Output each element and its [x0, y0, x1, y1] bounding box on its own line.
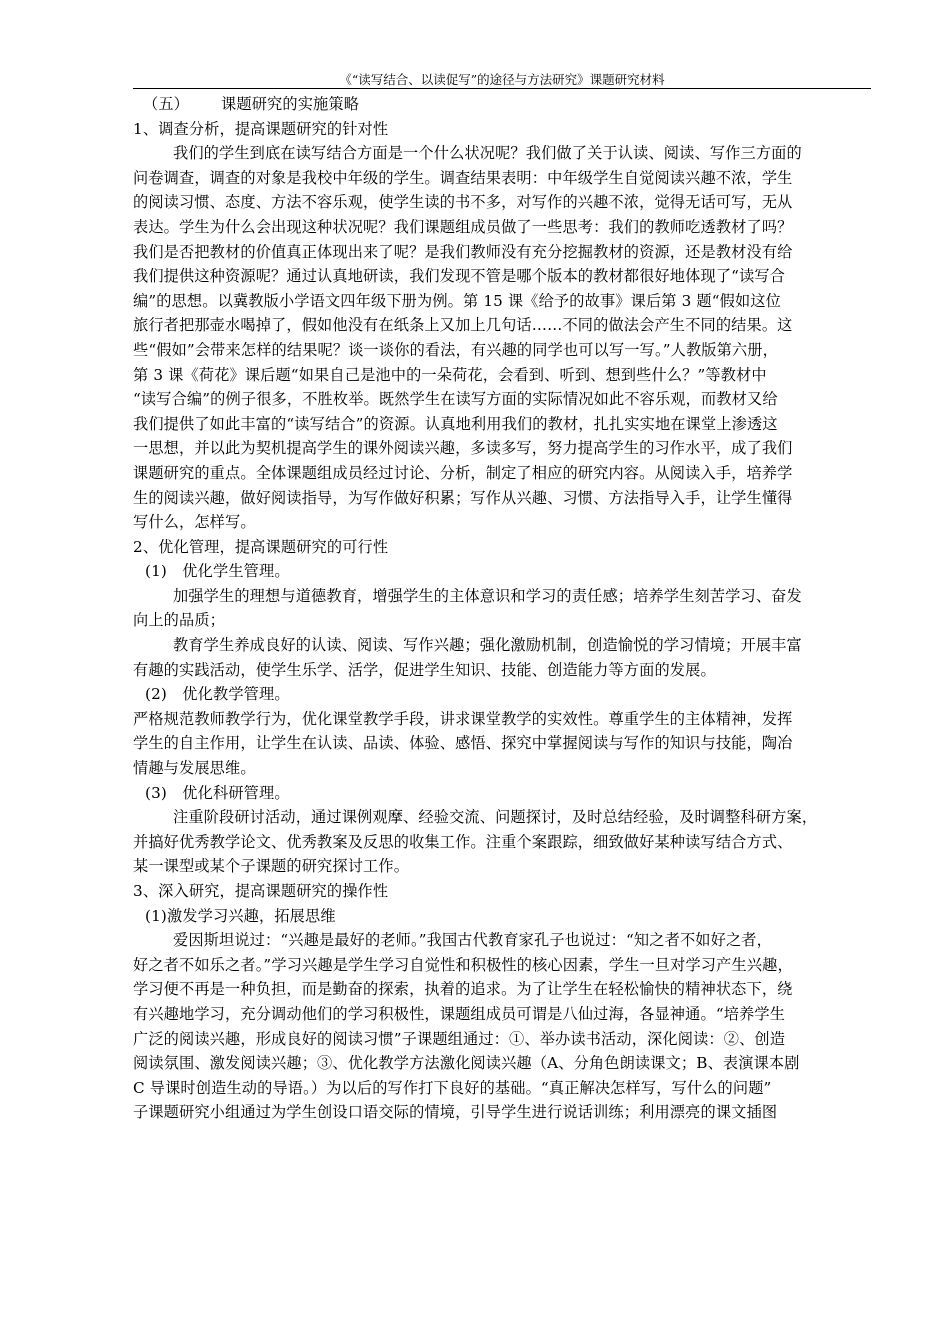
paragraph-line: C 导课时创造生动的导语。）为以后的写作打下良好的基础。“真正解决怎样写，写什么的问题”: [133, 1078, 772, 1097]
paragraph-line: 阅读氛围、激发阅读兴趣；③、优化教学方法激化阅读兴趣（A、分角色朗读课文；B、表演课本剧: [133, 1054, 800, 1073]
subsection-heading: 2、优化管理，提高课题研究的可行性: [133, 537, 389, 556]
paragraph-line: 课题研究的重点。全体课题组成员经过讨论、分析，制定了相应的研究内容。从阅读入手，培养学: [133, 463, 793, 482]
paragraph-line: 生的阅读兴趣，做好阅读指导，为写作做好积累；写作从兴趣、习惯、方法指导入手，让学生懂得: [133, 488, 793, 507]
paragraph-line: 学习便不再是一种负担，而是勤奋的探索，执着的追求。为了让学生在轻松愉快的精神状态下，绕: [133, 980, 793, 999]
section-number: （五）: [143, 95, 190, 113]
paragraph-line: 并搞好优秀教学论文、优秀教案及反思的收集工作。注重个案跟踪，细致做好某种读写结合方式、: [133, 832, 793, 851]
paragraph-first-line: 我们的学生到底在读写结合方面是一个什么状况呢？我们做了关于认读、阅读、写作三方面的: [173, 144, 802, 163]
paragraph-line: 我们是否把教材的价值真正体现出来了呢？是我们教师没有充分挖掘教材的资源，还是教材没有给: [133, 242, 793, 261]
paragraph-line: 学生的自主作用，让学生在认读、品读、体验、感悟、探究中掌握阅读与写作的知识与技能，陶冶: [133, 734, 793, 753]
paragraph-line: 问卷调查，调查的对象是我校中年级的学生。调查结果表明：中年级学生自觉阅读兴趣不浓，学生: [133, 168, 793, 187]
paragraph-line: 情趣与发展思维。: [133, 759, 256, 778]
paragraph-line: 第 3 课《荷花》课后题“如果自己是池中的一朵荷花，会看到、听到、想到些什么？”等教材中: [133, 365, 767, 384]
paragraph-first-line: 爱因斯坦说过：“兴趣是最好的老师。”我国古代教育家孔子也说过：“知之者不如好之者，: [173, 931, 772, 950]
paragraph-line: 旅行者把那壶水喝掉了，假如他没有在纸条上又加上几句话……不同的做法会产生不同的结果。这: [133, 316, 793, 335]
paragraph-line: 某一课型或某个子课题的研究探讨工作。: [133, 857, 410, 876]
paragraph-line: 好之者不如乐之者。”学习兴趣是学生学习自觉性和积极性的核心因素，学生一旦对学习产生兴趣，: [133, 955, 793, 974]
section-heading: [133, 92, 873, 117]
section-title: 课题研究的实施策略: [221, 95, 360, 113]
paragraph-line: 子课题研究小组通过为学生创设口语交际的情境，引导学生进行说话训练；利用漂亮的课文插图: [133, 1103, 778, 1122]
paragraph-first-line: 教育学生养成良好的认读、阅读、写作兴趣；强化激励机制，创造愉悦的学习情境；开展丰富: [173, 636, 802, 655]
paragraph-lines: [133, 117, 873, 1125]
paragraph-line: 写什么，怎样写。: [133, 513, 256, 532]
paragraph-first-line: 注重阶段研讨活动，通过课例观摩、经验交流、问题探讨，及时总结经验，及时调整科研方案，: [173, 808, 818, 827]
running-header: 《“读写结合、以读促写”的途径与方法研究》课题研究材料: [133, 72, 871, 89]
paragraph-line: 向上的品质；: [133, 611, 226, 630]
paragraph-line: 有趣的实践活动，使学生乐学、活学，促进学生知识、技能、创造能力等方面的发展。: [133, 660, 716, 679]
paragraph-line: 些“假如”会带来怎样的结果呢？谈一谈你的看法，有兴趣的同学也可以写一写。”人教版第六册，: [133, 340, 778, 359]
paragraph-line: 表达。学生为什么会出现这种状况呢？我们课题组成员做了一些思考：我们的教师吃透教材了吗？: [133, 217, 793, 236]
paragraph-line: 的阅读习惯、态度、方法不容乐观，使学生读的书不多，对写作的兴趣不浓，觉得无话可写，无从: [133, 193, 793, 212]
paragraph-line: 严格规范教师教学行为，优化课堂教学手段，讲求课堂教学的实效性。尊重学生的主体精神，发挥: [133, 709, 793, 728]
item-heading: (1) 优化学生管理。: [145, 562, 290, 581]
item-heading: (3) 优化科研管理。: [145, 783, 290, 802]
paragraph-line: 一思想，并以此为契机提高学生的课外阅读兴趣，多读多写，努力提高学生的习作水平，成了我们: [133, 439, 793, 458]
paragraph-line: “读写合编”的例子很多，不胜枚举。既然学生在读写方面的实际情况如此不容乐观，而教材又给: [133, 390, 778, 409]
subsection-heading: 3、深入研究，提高课题研究的操作性: [133, 882, 389, 900]
paragraph-line: 我们提供了如此丰富的“读写结合”的资源。认真地利用我们的教材，扎扎实实地在课堂上渗透这: [133, 414, 778, 433]
paragraph-line: 编”的思想。以冀教版小学语文四年级下册为例。第 15 课《给予的故事》课后第 3 题“假如这位: [133, 291, 782, 310]
subsection-heading: 1、调查分析，提高课题研究的针对性: [133, 119, 389, 138]
document-body: [133, 92, 873, 1125]
item-heading: (2) 优化教学管理。: [145, 685, 290, 704]
paragraph-line: 我们提供这种资源呢？通过认真地研读，我们发现不管是哪个版本的教材都很好地体现了“读写合: [133, 267, 786, 286]
paragraph-line: 有兴趣地学习，充分调动他们的学习积极性，课题组成员可谓是八仙过海，各显神通。“培养学生: [133, 1004, 786, 1023]
item-heading: (1)激发学习兴趣，拓展思维: [145, 906, 336, 925]
paragraph-line: 广泛的阅读兴趣，形成良好的阅读习惯”子课题组通过：①、举办读书活动，深化阅读：②、创造: [133, 1029, 786, 1048]
paragraph-first-line: 加强学生的理想与道德教育，增强学生的主体意识和学习的责任感；培养学生刻苦学习、奋发: [173, 586, 802, 605]
